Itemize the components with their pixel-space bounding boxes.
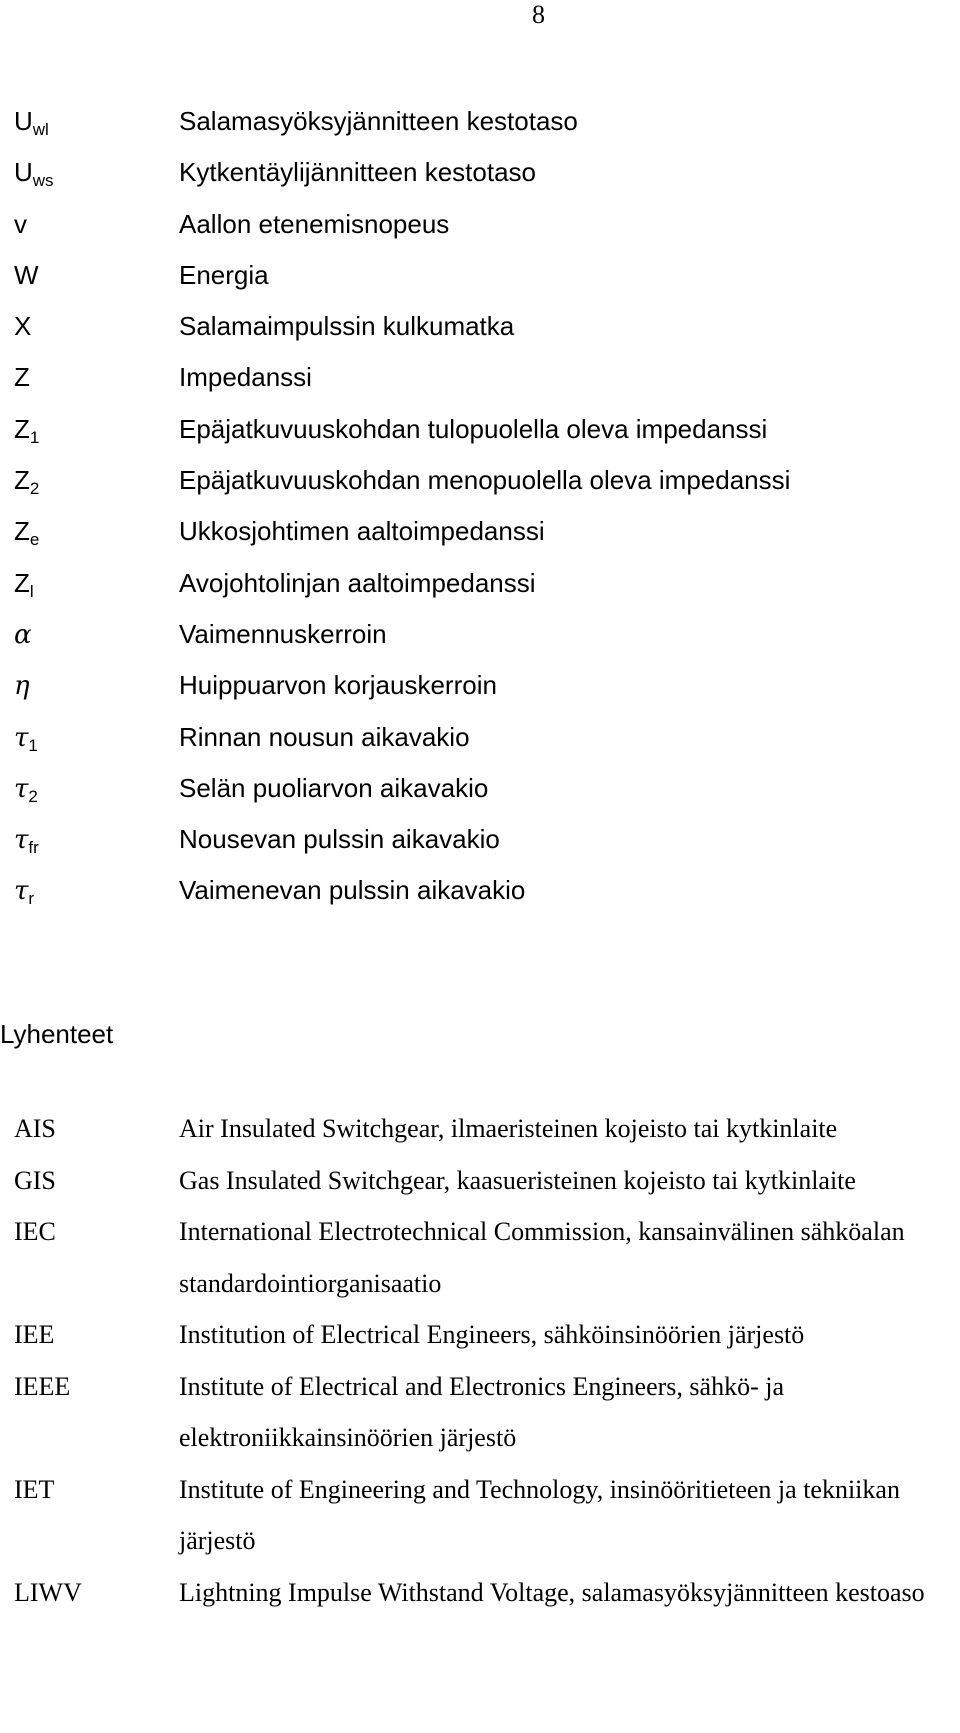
symbol-definition: Huippuarvon korjauskerroin — [179, 670, 497, 701]
symbol-term — [14, 306, 31, 346]
abbreviation-row — [14, 1464, 939, 1567]
symbol-definition: Kytkentäylijännitteen kestotaso — [179, 157, 536, 188]
abbreviation-term: IET — [14, 1474, 55, 1504]
abbreviation-term: LIWV — [14, 1577, 82, 1607]
abbreviation-row — [14, 1309, 939, 1361]
symbol-base: τ — [14, 773, 29, 804]
symbol-definition: Epäjatkuvuuskohdan menopuolella oleva impedanssi — [179, 465, 791, 496]
symbol-term — [14, 819, 39, 868]
abbreviation-row — [14, 1206, 939, 1309]
symbol-subscript: l — [29, 581, 34, 601]
symbol-term — [14, 717, 38, 766]
symbol-base: U — [14, 106, 33, 136]
symbol-base: X — [14, 311, 32, 342]
abbreviation-definition: Institution of Electrical Engineers, sähköinsinöörien järjestö — [179, 1320, 805, 1349]
symbol-definition: Aallon etenemisnopeus — [179, 208, 450, 239]
symbol-definition: Energia — [179, 259, 269, 290]
symbol-base: U — [14, 157, 33, 188]
abbreviation-row — [14, 1567, 939, 1619]
symbol-definition: Epäjatkuvuuskohdan tulopuolella oleva impedanssi — [179, 413, 768, 444]
symbol-definition: Selän puoliarvon aikavakio — [179, 772, 489, 803]
symbol-base: Z — [14, 413, 30, 444]
abbreviation-definition: Gas Insulated Switchgear, kaasueristeinen kojeisto tai kytkinlaite — [179, 1165, 856, 1195]
abbreviation-term: AIS — [14, 1114, 56, 1143]
symbol-term — [14, 101, 49, 150]
abbreviation-term: IEC — [14, 1217, 56, 1246]
symbol-definition: Impedanssi — [179, 362, 312, 393]
symbol-subscript: 2 — [29, 479, 40, 499]
symbol-subscript: ws — [32, 171, 54, 191]
symbol-definition: Salamasyöksyjännitteen kestotaso — [179, 106, 578, 136]
abbreviation-row — [14, 1103, 939, 1155]
symbol-term — [14, 357, 30, 397]
abbreviation-term: IEE — [14, 1320, 55, 1349]
symbol-term — [14, 204, 27, 244]
abbreviation-term: GIS — [14, 1165, 56, 1195]
abbreviation-definition: Institute of Electrical and Electronics Engineers, sähkö- ja elektroniikkainsinöörien järjestö — [179, 1371, 784, 1452]
symbol-base: Z — [14, 362, 30, 393]
page-number: 8 — [532, 0, 545, 29]
symbol-term — [14, 460, 39, 509]
symbol-term — [14, 768, 38, 817]
symbol-term — [14, 563, 34, 612]
symbol-term — [14, 409, 39, 458]
abbreviation-definition: Institute of Engineering and Technology, insinööritieteen ja tekniikan järjestö — [179, 1474, 900, 1555]
symbol-base: v — [14, 208, 27, 239]
symbol-base: Z — [14, 516, 30, 547]
symbol-base: τ — [14, 876, 29, 907]
symbol-subscript: 2 — [28, 786, 38, 806]
symbol-base: α — [14, 619, 32, 650]
abbreviations-heading: Lyhenteet — [0, 1019, 114, 1049]
abbreviation-definition: Lightning Impulse Withstand Voltage, salamasyöksyjännitteen kestoaso — [179, 1577, 925, 1607]
abbreviation-row — [14, 1361, 939, 1464]
symbol-term — [14, 511, 39, 560]
symbol-base: τ — [14, 722, 29, 753]
abbreviation-term: IEEE — [14, 1371, 71, 1401]
symbol-term — [14, 665, 30, 706]
symbol-definition: Salamaimpulssin kulkumatka — [179, 311, 515, 342]
symbol-subscript: wl — [32, 120, 49, 139]
symbol-subscript: 1 — [29, 427, 40, 447]
symbol-definition: Vaimennuskerroin — [179, 618, 387, 649]
abbreviation-list — [14, 1103, 939, 1618]
symbol-base: Z — [14, 465, 30, 496]
symbol-term — [14, 870, 34, 919]
symbol-term — [14, 255, 39, 295]
symbol-subscript: fr — [28, 838, 39, 858]
symbol-base: Z — [14, 567, 30, 598]
abbreviation-definition: Air Insulated Switchgear, ilmaeristeinen kojeisto tai kytkinlaite — [179, 1114, 838, 1143]
abbreviation-row — [14, 1155, 939, 1207]
symbol-subscript: 1 — [28, 735, 38, 755]
symbol-subscript: e — [29, 530, 40, 550]
abbreviation-definition: International Electrotechnical Commission, kansainvälinen sähköalan standardointiorganisaatio — [179, 1217, 905, 1298]
symbol-term — [14, 614, 32, 655]
symbol-base: τ — [14, 825, 29, 856]
symbol-definition: Vaimenevan pulssin aikavakio — [179, 875, 526, 906]
symbol-definition: Ukkosjohtimen aaltoimpedanssi — [179, 516, 545, 547]
symbol-base: W — [14, 259, 39, 290]
symbol-definition: Avojohtolinjan aaltoimpedanssi — [179, 567, 536, 598]
symbol-definition: Nousevan pulssin aikavakio — [179, 824, 500, 855]
symbol-subscript: r — [28, 889, 35, 909]
symbol-base: η — [14, 671, 30, 702]
symbol-definition: Rinnan nousun aikavakio — [179, 721, 470, 752]
symbol-term — [14, 152, 54, 201]
